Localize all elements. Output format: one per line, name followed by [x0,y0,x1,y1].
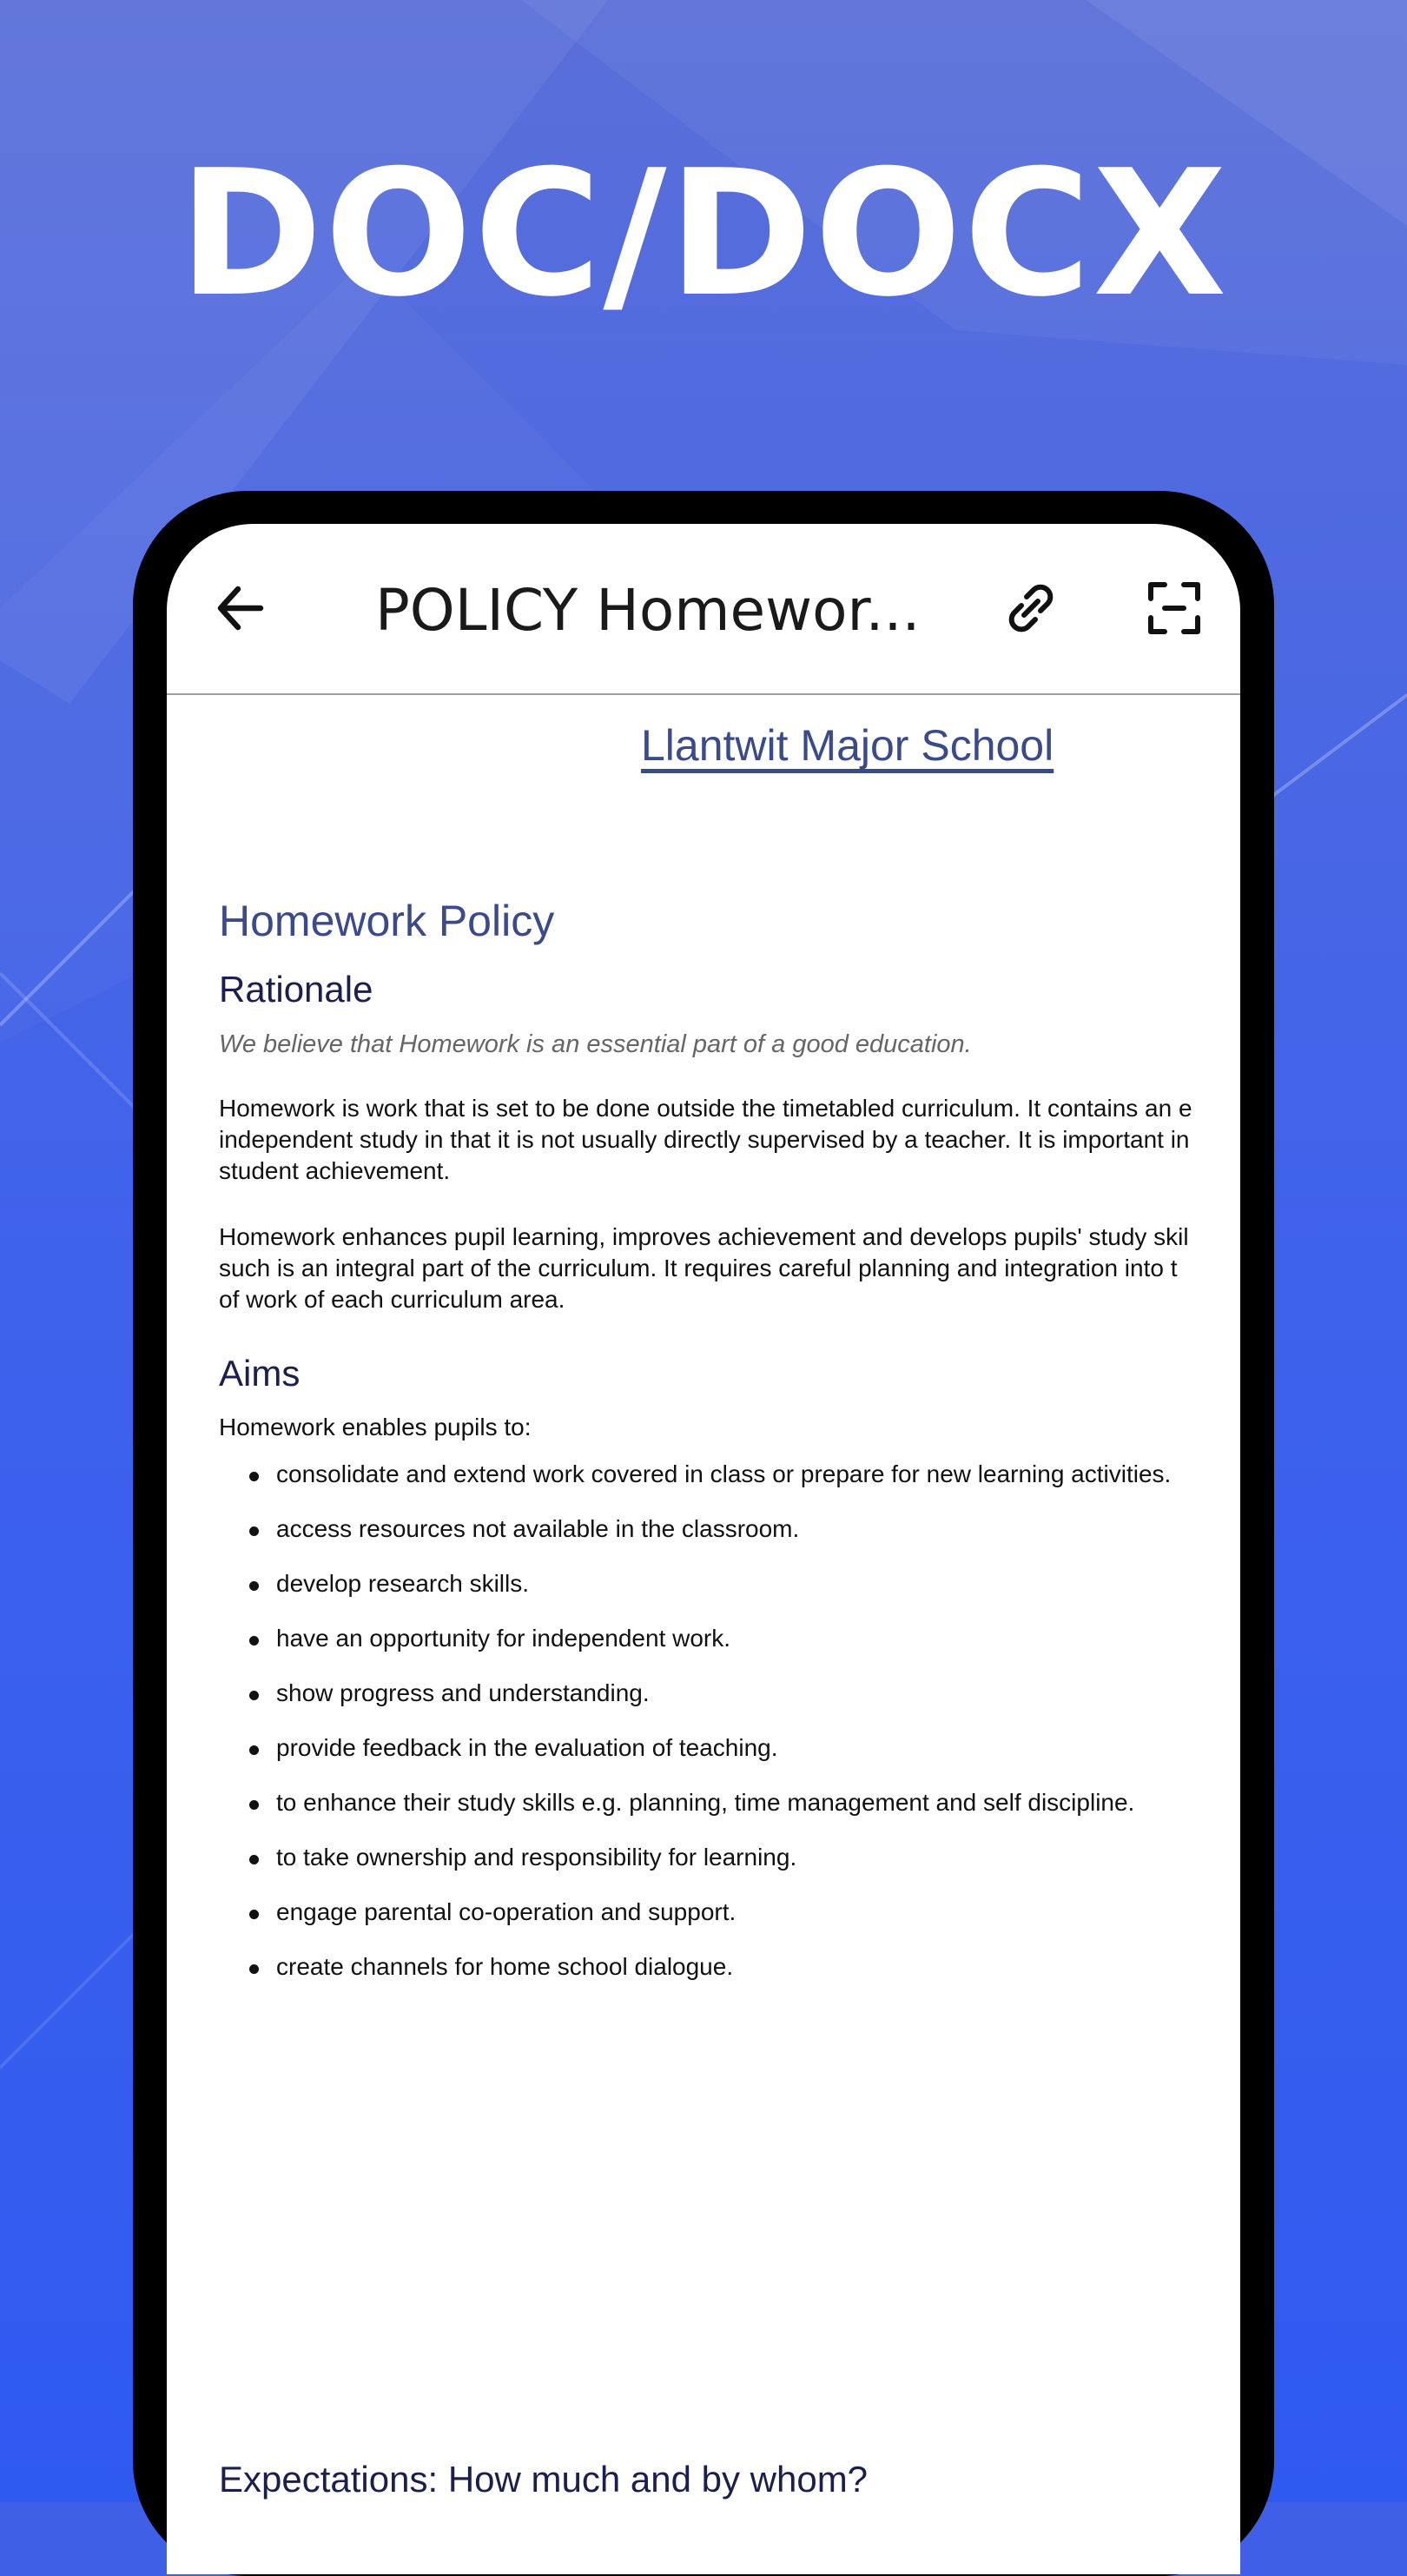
paragraph-line: such is an integral part of the curriculum. It requires careful planning and integration into t [219,1255,1178,1281]
paragraph-line: Homework enhances pupil learning, improves achievement and develops pupils' study skil [219,1223,1189,1250]
list-item: provide feedback in the evaluation of teaching. [219,1732,1171,1787]
aims-list [219,1459,1171,2006]
list-item: have an opportunity for independent work. [219,1623,1171,1678]
link-icon [1001,578,1061,639]
paragraph-homework-benefits [219,1222,1189,1315]
paragraph-line: Homework is work that is set to be done outside the timetabled curriculum. It contains an e [219,1095,1192,1122]
list-item: to take ownership and responsibility for learning. [219,1842,1171,1897]
list-item: consolidate and extend work covered in class or prepare for new learning activities. [219,1459,1171,1513]
paragraph-line: student achievement. [219,1157,451,1184]
list-item: show progress and understanding. [219,1678,1171,1732]
rationale-statement: We believe that Homework is an essential part of a good education. [219,1030,972,1058]
list-item: engage parental co-operation and support. [219,1897,1171,1951]
fullscreen-button[interactable] [1144,578,1205,639]
aims-heading: Aims [219,1353,301,1394]
fullscreen-icon [1144,578,1205,639]
paragraph-homework-definition [219,1093,1192,1187]
policy-heading: Homework Policy [219,897,555,945]
expectations-heading: Expectations: How much and by whom? [219,2459,869,2500]
link-button[interactable] [1001,578,1061,639]
list-item: create channels for home school dialogue. [219,1951,1171,2006]
arrow-left-icon [210,578,271,639]
list-item: to enhance their study skills e.g. planning, time management and self discipline. [219,1787,1171,1842]
document-title: POLICY Homewor... [375,577,921,644]
hero-title: DOC/DOCX [178,133,1229,335]
school-name: Llantwit Major School [641,721,1054,770]
aims-intro: Homework enables pupils to: [219,1414,532,1440]
list-item: access resources not available in the classroom. [219,1513,1171,1568]
list-item: develop research skills. [219,1568,1171,1623]
paragraph-line: of work of each curriculum area. [219,1286,565,1313]
app-bar [167,524,1240,695]
paragraph-line: independent study in that it is not usually directly supervised by a teacher. It is important in [219,1126,1190,1153]
back-button[interactable] [210,578,271,639]
phone-screen [167,524,1240,2574]
rationale-heading: Rationale [219,969,373,1010]
